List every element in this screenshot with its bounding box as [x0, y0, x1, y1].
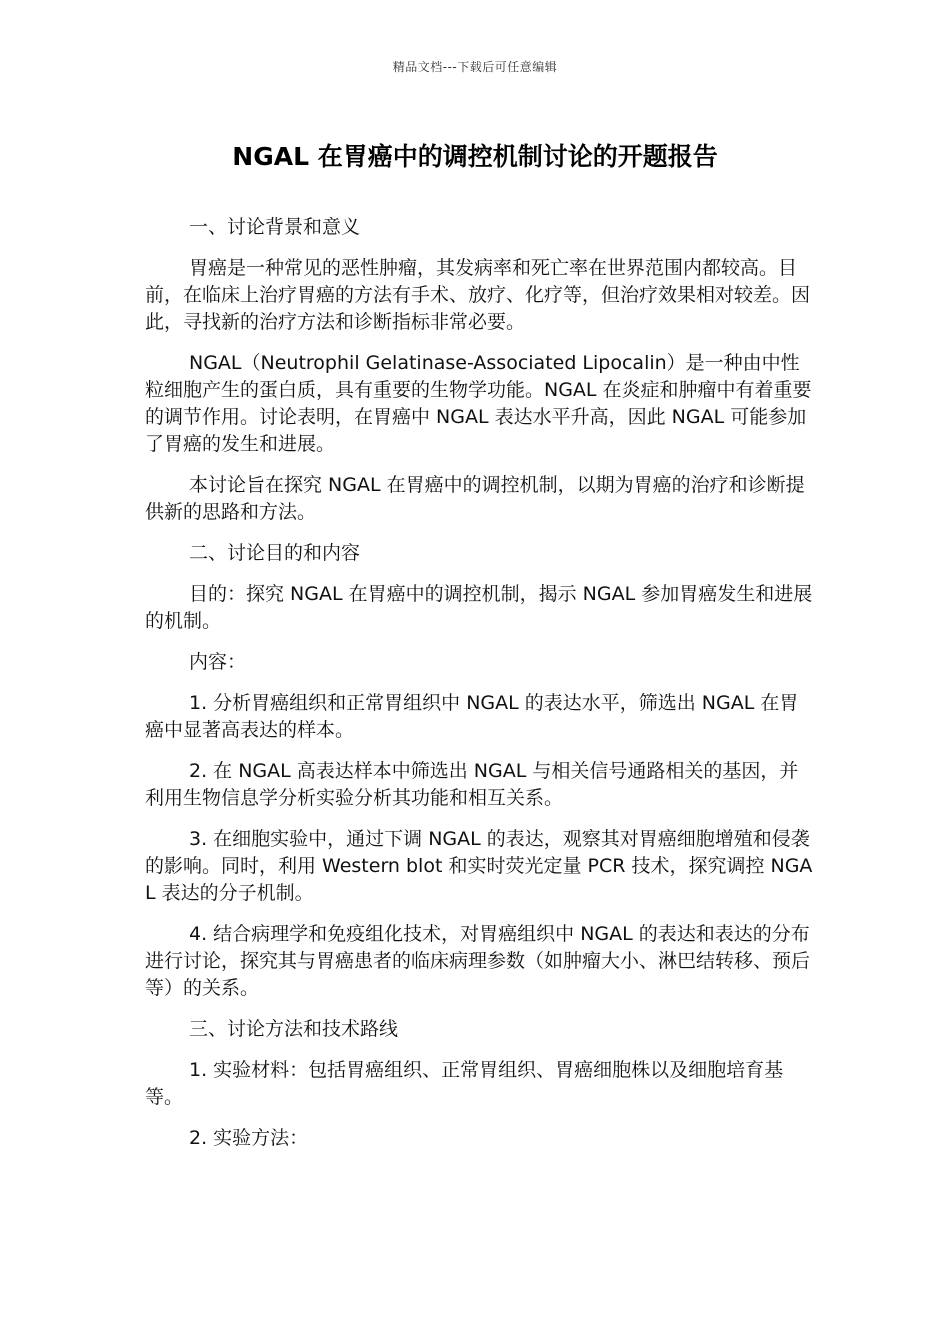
- section-heading-background: 一、讨论背景和意义: [189, 216, 361, 238]
- section-heading-purpose: 二、讨论目的和内容: [189, 542, 361, 564]
- content-item-4: 4. 结合病理学和免疫组化技术，对胃癌组织中 NGAL 的表达和表达的分布进行讨论，探究其与胃癌患者的临床病理参数（如肿瘤大小、淋巴结转移、预后等）的关系。: [145, 923, 811, 999]
- content-item-1: 1. 分析胃癌组织和正常胃组织中 NGAL 的表达水平，筛选出 NGAL 在胃癌中显著高表达的样本。: [145, 692, 799, 741]
- document-title: NGAL 在胃癌中的调控机制讨论的开题报告: [232, 142, 718, 171]
- methods-item-2: 2. 实验方法：: [189, 1127, 309, 1149]
- paragraph-background-1: 胃癌是一种常见的恶性肿瘤，其发病率和死亡率在世界范围内都较高。目前，在临床上治疗胃癌的方法有手术、放疗、化疗等，但治疗效果相对较差。因此，寻找新的治疗方法和诊断指标非常必要。: [145, 257, 811, 333]
- content-item-3: 3. 在细胞实验中，通过下调 NGAL 的表达，观察其对胃癌细胞增殖和侵袭的影响。同时，利用 Western blot 和实时荧光定量 PCR 技术，探究调控 NGAL 表达的分子机制。: [145, 828, 813, 904]
- content-label: 内容：: [189, 651, 247, 673]
- header-note: 精品文档---下载后可任意编辑: [392, 60, 558, 74]
- section-heading-methods: 三、讨论方法和技术路线: [189, 1018, 399, 1040]
- document-body: [145, 214, 815, 1166]
- paragraph-background-3: 本讨论旨在探究 NGAL 在胃癌中的调控机制，以期为胃癌的治疗和诊断提供新的思路和方法。: [145, 474, 805, 523]
- paragraph-background-2: NGAL（Neutrophil Gelatinase-Associated Lipocalin）是一种由中性粒细胞产生的蛋白质，具有重要的生物学功能。NGAL 在炎症和肿瘤中有着重要的调节作用。讨论表明，在胃癌中 NGAL 表达水平升高，因此 NGAL 可能参加了胃癌的发生和进展。: [145, 352, 812, 455]
- methods-item-1: 1. 实验材料：包括胃癌组织、正常胃组织、胃癌细胞株以及细胞培育基等。: [145, 1059, 784, 1108]
- paragraph-purpose: 目的：探究 NGAL 在胃癌中的调控机制，揭示 NGAL 参加胃癌发生和进展的机制。: [145, 583, 813, 632]
- content-item-2: 2. 在 NGAL 高表达样本中筛选出 NGAL 与相关信号通路相关的基因，并利用生物信息学分析实验分析其功能和相互关系。: [145, 760, 799, 809]
